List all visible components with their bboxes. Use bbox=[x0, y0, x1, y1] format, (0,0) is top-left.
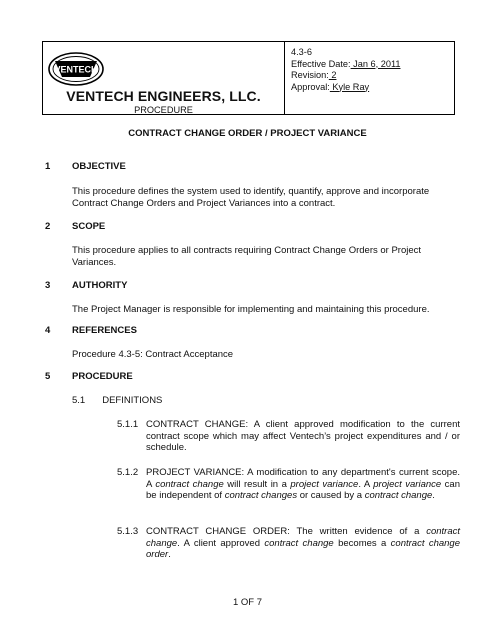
header-meta-cell bbox=[285, 42, 454, 114]
section-text: This procedure defines the system used to identify, quantify, approve and incorporate Contract Change Orders and Project Variances into a contract. bbox=[72, 186, 430, 209]
page-number: 1 OF 7 bbox=[232, 597, 263, 608]
definition-number: 5.1.3 bbox=[117, 526, 139, 537]
definition-text: CONTRACT CHANGE ORDER: The written evidence of a contract change. A client approved contract change becomes a contract change order. bbox=[146, 526, 461, 561]
ventech-logo-icon bbox=[47, 50, 105, 88]
logo-text: VENTECH bbox=[54, 64, 98, 75]
document-title: CONTRACT CHANGE ORDER / PROJECT VARIANCE bbox=[128, 128, 367, 139]
section-text: Procedure 4.3-5: Contract Acceptance bbox=[72, 349, 234, 360]
document-header bbox=[42, 41, 455, 115]
revision-value: 2 bbox=[328, 70, 337, 80]
definition-number: 5.1.1 bbox=[117, 419, 139, 430]
approval-value: Kyle Ray bbox=[329, 81, 370, 92]
section-text: This procedure applies to all contracts requiring Contract Change Orders or Project Variances. bbox=[72, 245, 422, 268]
definition-number: 5.1.2 bbox=[117, 467, 139, 478]
document-type: PROCEDURE bbox=[134, 105, 193, 115]
effective-date-row: Effective Date: Jan 6, 2011 bbox=[291, 58, 401, 69]
effective-date-value: Jan 6, 2011 bbox=[350, 58, 401, 69]
revision-row: Revision: 2 bbox=[291, 70, 337, 80]
definition-text: CONTRACT CHANGE: A client approved modification to the current contract scope which may affect Ventech’s project expenditures and / or schedule. bbox=[146, 419, 460, 454]
section-text: The Project Manager is responsible for implementing and maintaining this procedure. bbox=[72, 304, 430, 315]
header-company-cell bbox=[43, 42, 285, 114]
company-name: VENTECH ENGINEERS, LLC. bbox=[66, 88, 261, 104]
definition-text: PROJECT VARIANCE: A modification to any department's current scope. A contract change will result in a project variance. A project variance can be independent of contract changes or caused by a contract change. bbox=[146, 467, 460, 502]
doc-number: 4.3-6 bbox=[291, 47, 312, 57]
approval-row: Approval: Kyle Ray bbox=[291, 81, 370, 92]
subsection-heading: 5.1 DEFINITIONS bbox=[72, 395, 163, 406]
